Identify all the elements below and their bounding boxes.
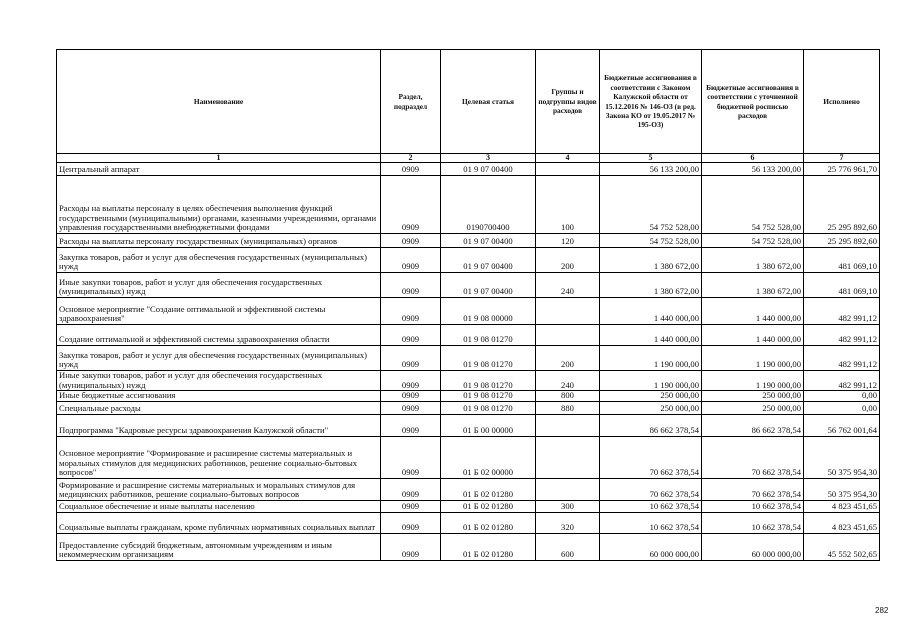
table-body <box>57 163 880 561</box>
row-executed-amount: 25 295 892,60 <box>804 234 880 248</box>
row-group: 240 <box>536 371 600 391</box>
row-target: 01 9 08 00000 <box>441 298 536 325</box>
table-row <box>57 401 880 414</box>
row-group <box>536 414 600 436</box>
row-target: 01 9 07 00400 <box>441 248 536 273</box>
table-row <box>57 346 880 371</box>
col-number: 1 <box>57 154 381 163</box>
row-name: Подпрограмма "Кадровые ресурсы здравоохранения Калужской области" <box>57 414 381 436</box>
header-executed: Исполнено <box>804 50 880 154</box>
row-target: 01 Б 02 00000 <box>441 436 536 478</box>
row-law-amount: 1 440 000,00 <box>600 325 702 346</box>
table-row <box>57 500 880 512</box>
col-number: 3 <box>441 154 536 163</box>
row-law-amount: 1 440 000,00 <box>600 298 702 325</box>
row-name: Иные закупки товаров, работ и услуг для обеспечения государственных (муниципальных) нужд <box>57 371 381 391</box>
row-law-amount: 1 380 672,00 <box>600 273 702 298</box>
row-group: 120 <box>536 234 600 248</box>
row-executed-amount: 4 823 451,65 <box>804 500 880 512</box>
row-target: 0190700400 <box>441 176 536 234</box>
row-name: Создание оптимальной и эффективной системы здравоохранения области <box>57 325 381 346</box>
row-executed-amount: 25 776 961,70 <box>804 163 880 176</box>
table-row <box>57 533 880 560</box>
header-groups: Группы и подгруппы видов расходов <box>536 50 600 154</box>
row-name: Специальные расходы <box>57 401 381 414</box>
row-refined-amount: 1 380 672,00 <box>702 248 804 273</box>
row-executed-amount: 50 375 954,30 <box>804 436 880 478</box>
row-refined-amount: 1 440 000,00 <box>702 325 804 346</box>
row-name: Формирование и расширение системы материальных и моральных стимулов для медицинских работников, решение социально-бытовых вопросов <box>57 478 381 500</box>
row-refined-amount: 1 190 000,00 <box>702 371 804 391</box>
row-executed-amount: 482 991,12 <box>804 371 880 391</box>
row-name: Расходы на выплаты персоналу в целях обеспечения выполнения функций государственными (муниципальными) органами, казенными учреждениями, органами управления государственными внебюджетными фондами <box>57 176 381 234</box>
row-executed-amount: 25 295 892,60 <box>804 176 880 234</box>
row-law-amount: 250 000,00 <box>600 401 702 414</box>
row-refined-amount: 86 662 378,54 <box>702 414 804 436</box>
table-row <box>57 414 880 436</box>
header-name: Наименование <box>57 50 381 154</box>
table-row <box>57 248 880 273</box>
row-section: 0909 <box>381 533 441 560</box>
table-row <box>57 298 880 325</box>
row-refined-amount: 1 380 672,00 <box>702 273 804 298</box>
table-row <box>57 391 880 402</box>
row-target: 01 Б 02 01280 <box>441 533 536 560</box>
row-name: Основное мероприятие "Создание оптимальной и эффективной системы здравоохранения" <box>57 298 381 325</box>
page-number: 282 <box>875 606 889 615</box>
row-executed-amount: 481 069,10 <box>804 248 880 273</box>
row-group: 800 <box>536 391 600 402</box>
row-law-amount: 86 662 378,54 <box>600 414 702 436</box>
table-row <box>57 478 880 500</box>
table-row <box>57 325 880 346</box>
table-row <box>57 163 880 176</box>
row-group: 600 <box>536 533 600 560</box>
row-name: Социальные выплаты гражданам, кроме публичных нормативных социальных выплат <box>57 512 381 533</box>
row-target: 01 9 07 00400 <box>441 163 536 176</box>
row-name: Центральный аппарат <box>57 163 381 176</box>
row-refined-amount: 1 190 000,00 <box>702 346 804 371</box>
row-law-amount: 70 662 378,54 <box>600 436 702 478</box>
row-refined-amount: 1 440 000,00 <box>702 298 804 325</box>
row-section: 0909 <box>381 298 441 325</box>
row-section: 0909 <box>381 401 441 414</box>
row-refined-amount: 70 662 378,54 <box>702 436 804 478</box>
row-executed-amount: 4 823 451,65 <box>804 512 880 533</box>
row-target: 01 9 08 01270 <box>441 391 536 402</box>
row-group: 100 <box>536 176 600 234</box>
row-executed-amount: 481 069,10 <box>804 273 880 298</box>
row-executed-amount: 482 991,12 <box>804 346 880 371</box>
row-group <box>536 436 600 478</box>
row-section: 0909 <box>381 234 441 248</box>
row-executed-amount: 482 991,12 <box>804 325 880 346</box>
header-target: Целевая статья <box>441 50 536 154</box>
row-group <box>536 298 600 325</box>
row-group: 320 <box>536 512 600 533</box>
row-group: 200 <box>536 248 600 273</box>
header-refined: Бюджетные ассигнования в соответствии с уточненной бюджетной росписью расходов <box>702 50 804 154</box>
row-target: 01 9 07 00400 <box>441 234 536 248</box>
row-name: Иные бюджетные ассигнования <box>57 391 381 402</box>
row-executed-amount: 45 552 502,65 <box>804 533 880 560</box>
column-number-row <box>57 154 880 163</box>
row-group <box>536 478 600 500</box>
row-section: 0909 <box>381 391 441 402</box>
row-section: 0909 <box>381 273 441 298</box>
row-refined-amount: 10 662 378,54 <box>702 512 804 533</box>
row-target: 01 9 08 01270 <box>441 325 536 346</box>
row-executed-amount: 482 991,12 <box>804 298 880 325</box>
row-executed-amount: 56 762 001,64 <box>804 414 880 436</box>
row-section: 0909 <box>381 512 441 533</box>
table-header-row <box>57 50 880 154</box>
row-target: 01 Б 00 00000 <box>441 414 536 436</box>
row-refined-amount: 250 000,00 <box>702 401 804 414</box>
header-section: Раздел, подраздел <box>381 50 441 154</box>
row-section: 0909 <box>381 478 441 500</box>
table-row <box>57 371 880 391</box>
row-law-amount: 1 380 672,00 <box>600 248 702 273</box>
row-target: 01 Б 02 01280 <box>441 512 536 533</box>
row-name: Закупка товаров, работ и услуг для обеспечения государственных (муниципальных) нужд <box>57 248 381 273</box>
row-law-amount: 54 752 528,00 <box>600 176 702 234</box>
row-name: Закупка товаров, работ и услуг для обеспечения государственных (муниципальных) нужд <box>57 346 381 371</box>
row-target: 01 9 08 01270 <box>441 346 536 371</box>
row-group <box>536 163 600 176</box>
row-law-amount: 70 662 378,54 <box>600 478 702 500</box>
row-law-amount: 1 190 000,00 <box>600 346 702 371</box>
row-law-amount: 10 662 378,54 <box>600 512 702 533</box>
row-refined-amount: 250 000,00 <box>702 391 804 402</box>
row-refined-amount: 60 000 000,00 <box>702 533 804 560</box>
row-law-amount: 10 662 378,54 <box>600 500 702 512</box>
row-refined-amount: 54 752 528,00 <box>702 176 804 234</box>
row-section: 0909 <box>381 248 441 273</box>
row-section: 0909 <box>381 500 441 512</box>
row-section: 0909 <box>381 163 441 176</box>
row-law-amount: 56 133 200,00 <box>600 163 702 176</box>
row-target: 01 9 08 01270 <box>441 371 536 391</box>
row-group: 300 <box>536 500 600 512</box>
col-number: 6 <box>702 154 804 163</box>
table-row <box>57 176 880 234</box>
row-name: Иные закупки товаров, работ и услуг для обеспечения государственных (муниципальных) нужд <box>57 273 381 298</box>
row-group: 880 <box>536 401 600 414</box>
row-law-amount: 1 190 000,00 <box>600 371 702 391</box>
col-number: 2 <box>381 154 441 163</box>
budget-table <box>56 49 880 561</box>
row-group: 240 <box>536 273 600 298</box>
row-refined-amount: 70 662 378,54 <box>702 478 804 500</box>
row-target: 01 9 08 01270 <box>441 401 536 414</box>
row-refined-amount: 10 662 378,54 <box>702 500 804 512</box>
row-section: 0909 <box>381 325 441 346</box>
row-section: 0909 <box>381 436 441 478</box>
header-law: Бюджетные ассигнования в соответствии с Законом Калужской области от 15.12.2016 № 146-ОЗ (в ред. Закона КО от 19.05.2017 № 195-ОЗ) <box>600 50 702 154</box>
row-section: 0909 <box>381 176 441 234</box>
row-law-amount: 54 752 528,00 <box>600 234 702 248</box>
row-name: Расходы на выплаты персоналу государственных (муниципальных) органов <box>57 234 381 248</box>
table-row <box>57 512 880 533</box>
row-section: 0909 <box>381 346 441 371</box>
row-target: 01 Б 02 01280 <box>441 478 536 500</box>
col-number: 7 <box>804 154 880 163</box>
row-target: 01 9 07 00400 <box>441 273 536 298</box>
row-group <box>536 325 600 346</box>
row-executed-amount: 50 375 954,30 <box>804 478 880 500</box>
row-name: Основное мероприятие "Формирование и расширение системы материальных и моральных стимулов для медицинских работников, решение социально-бытовых вопросов" <box>57 436 381 478</box>
row-section: 0909 <box>381 371 441 391</box>
row-executed-amount: 0,00 <box>804 391 880 402</box>
col-number: 5 <box>600 154 702 163</box>
row-refined-amount: 54 752 528,00 <box>702 234 804 248</box>
table-row <box>57 234 880 248</box>
table-row <box>57 436 880 478</box>
row-target: 01 Б 02 01280 <box>441 500 536 512</box>
row-refined-amount: 56 133 200,00 <box>702 163 804 176</box>
row-law-amount: 250 000,00 <box>600 391 702 402</box>
col-number: 4 <box>536 154 600 163</box>
row-executed-amount: 0,00 <box>804 401 880 414</box>
row-name: Предоставление субсидий бюджетным, автономным учреждениям и иным некоммерческим организациям <box>57 533 381 560</box>
row-law-amount: 60 000 000,00 <box>600 533 702 560</box>
row-name: Социальное обеспечение и иные выплаты населению <box>57 500 381 512</box>
table-row <box>57 273 880 298</box>
row-group: 200 <box>536 346 600 371</box>
row-section: 0909 <box>381 414 441 436</box>
